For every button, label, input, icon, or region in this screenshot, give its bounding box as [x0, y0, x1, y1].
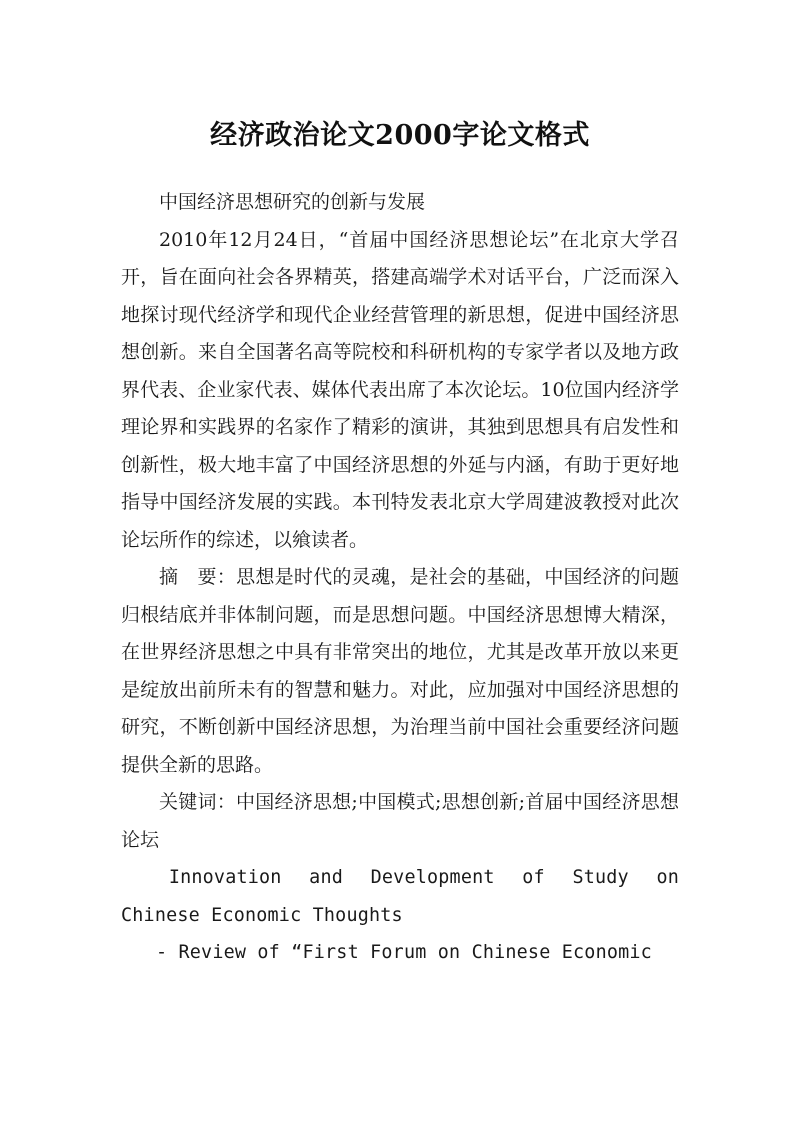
english-title: Innovation and Development of Study on Chinese Economic Thoughts: [121, 867, 679, 926]
document-body: [121, 184, 679, 972]
keywords-paragraph: 关键词：中国经济思想;中国模式;思想创新;首届中国经济思想论坛: [121, 791, 679, 851]
english-review-line: - Review of “First Forum on Chinese Economic: [155, 942, 652, 963]
intro-paragraph: 2010年12月24日，“首届中国经济思想论坛”在北京大学召开，旨在面向社会各界精英，搭建高端学术对话平台，广泛而深入地探讨现代经济学和现代企业经营管理的新思想，促进中国经济思想创新。来自全国著名高等院校和科研机构的专家学者以及地方政界代表、企业家代表、媒体代表出席了本次论坛。10位国内经济学理论界和实践界的名家作了精彩的演讲，其独到思想具有启发性和创新性，极大地丰富了中国经济思想的外延与内涵，有助于更好地指导中国经济发展的实践。本刊特发表北京大学周建波教授对此次论坛所作的综述，以飨读者。: [121, 228, 679, 551]
document-title: 经济政治论文2000字论文格式: [210, 120, 590, 152]
article-subtitle: 中国经济思想研究的创新与发展: [159, 191, 426, 213]
abstract-paragraph: 摘 要：思想是时代的灵魂，是社会的基础，中国经济的问题归根结底并非体制问题，而是思想问题。中国经济思想博大精深，在世界经济思想之中具有非常突出的地位，尤其是改革开放以来更是绽放出前所未有的智慧和魅力。对此，应加强对中国经济思想的研究，不断创新中国经济思想，为治理当前中国社会重要经济问题提供全新的思路。: [121, 566, 679, 776]
